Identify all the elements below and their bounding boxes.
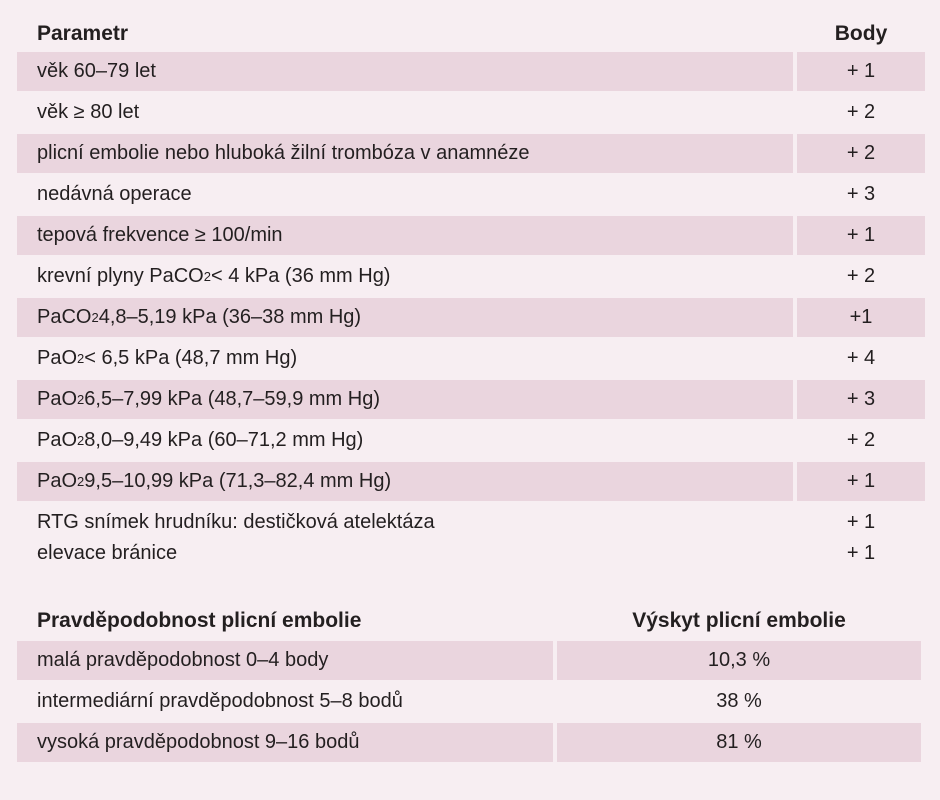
row-points: + 2 (846, 265, 876, 287)
row-text-post: 4,8–5,19 kPa (36–38 mm Hg) (98, 306, 362, 328)
probability-row-value: 81 % (557, 723, 921, 762)
rtg-points-2: + 1 (846, 542, 876, 564)
row-text: PaO 2 8,0–9,49 kPa (60–71,2 mm Hg) (37, 429, 364, 451)
row-text-pre: PaO (37, 470, 78, 492)
row-text: nedávná operace (37, 183, 192, 205)
row-text-post: 9,5–10,99 kPa (71,3–82,4 mm Hg) (84, 470, 392, 492)
row-text-post: 6,5–7,99 kPa (48,7–59,9 mm Hg) (84, 388, 380, 410)
header-parameter: Parametr (37, 22, 129, 45)
row-text: krevní plyny PaCO 2 < 4 kPa (36 mm Hg) (37, 265, 391, 287)
probability-table (17, 601, 925, 764)
row-text-pre: PaCO (37, 306, 92, 328)
rtg-row-points (797, 505, 925, 571)
row-text-post: 8,0–9,49 kPa (60–71,2 mm Hg) (84, 429, 364, 451)
row-points: +1 (797, 298, 925, 337)
header-incidence: Výskyt plicní embolie (632, 609, 846, 632)
row-text-pre: PaO (37, 347, 78, 369)
row-text: PaCO 2 4,8–5,19 kPa (36–38 mm Hg) (17, 298, 793, 337)
row-text: PaO 2 < 6,5 kPa (48,7 mm Hg) (37, 347, 298, 369)
rtg-line-2: elevace bránice (37, 542, 178, 564)
row-points: + 1 (797, 52, 925, 91)
row-text: věk 60–79 let (17, 52, 793, 91)
row-points: + 2 (846, 101, 876, 123)
parameter-table (17, 16, 925, 571)
row-points: + 3 (846, 183, 876, 205)
probability-row-value: 10,3 % (557, 641, 921, 680)
rtg-row-text (17, 505, 793, 571)
row-text-post: < 4 kPa (36 mm Hg) (210, 265, 391, 287)
row-text-post: < 6,5 kPa (48,7 mm Hg) (84, 347, 298, 369)
row-text-pre: PaO (37, 388, 78, 410)
rtg-points-1: + 1 (846, 511, 876, 533)
row-text: věk ≥ 80 let (37, 101, 140, 123)
row-text: tepová frekvence ≥ 100/min (17, 216, 793, 255)
row-points: + 3 (797, 380, 925, 419)
probability-row-value: 38 % (716, 690, 762, 712)
header-probability: Pravděpodobnost plicní embolie (37, 609, 362, 632)
row-points: + 2 (797, 134, 925, 173)
row-points: + 2 (846, 429, 876, 451)
header-points: Body (834, 22, 888, 45)
row-text: plicní embolie nebo hluboká žilní trombóza v anamnéze (17, 134, 793, 173)
row-text-pre: krevní plyny PaCO (37, 265, 204, 287)
row-points: + 4 (846, 347, 876, 369)
score-tables (17, 16, 925, 764)
row-text-pre: PaO (37, 429, 78, 451)
row-text: PaO 2 9,5–10,99 kPa (71,3–82,4 mm Hg) (17, 462, 793, 501)
row-points: + 1 (797, 462, 925, 501)
probability-row-text: vysoká pravděpodobnost 9–16 bodů (17, 723, 553, 762)
row-text: PaO 2 6,5–7,99 kPa (48,7–59,9 mm Hg) (17, 380, 793, 419)
rtg-line-1: RTG snímek hrudníku: destičková atelektáza (37, 511, 435, 533)
probability-row-text: intermediární pravděpodobnost 5–8 bodů (37, 690, 403, 712)
probability-row-text: malá pravděpodobnost 0–4 body (17, 641, 553, 680)
row-points: + 1 (797, 216, 925, 255)
